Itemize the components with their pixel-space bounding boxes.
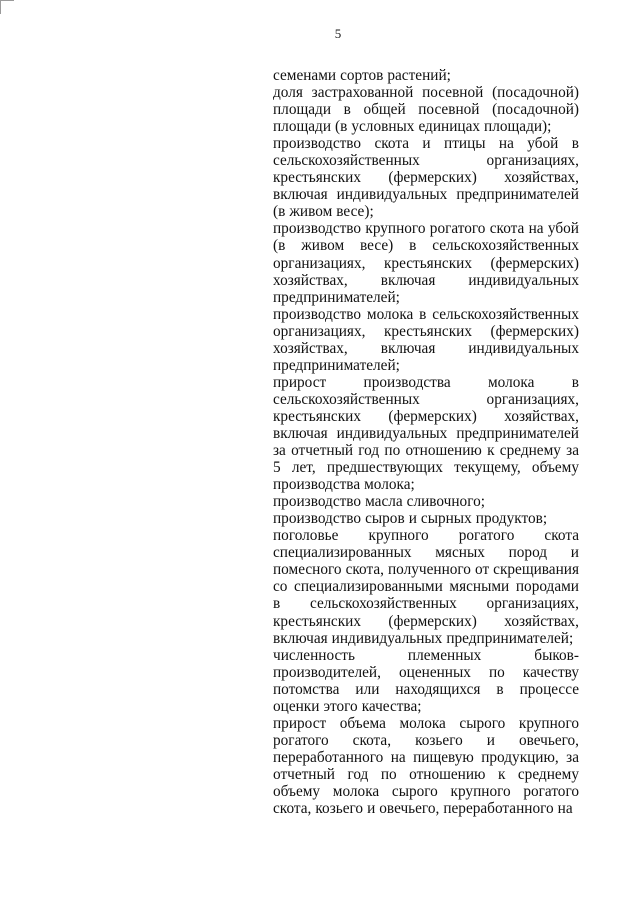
list-item: поголовье крупного рогатого скота специализированных мясных пород и помесного скота, полученного от скрещивания со специализированными мясными породами в сельскохозяйственных организациях, крестьянских (фермерских) хозяйствах, включая индивидуальных предпринимателей; [273, 527, 579, 647]
body-text [273, 67, 579, 817]
list-item: производство сыров и сырных продуктов; [273, 510, 548, 528]
list-item: производство скота и птицы на убой в сельскохозяйственных организациях, крестьянских (фермерских) хозяйствах, включая индивидуальных предпринимателей (в живом весе); [273, 135, 579, 221]
scan-corner-mark [0, 0, 14, 14]
list-item: прирост производства молока в сельскохозяйственных организациях, крестьянских (фермерских) хозяйствах, включая индивидуальных предпринимателей за отчетный год по отношению к среднему за 5 лет, предшествующих текущему, объему производства молока; [273, 373, 579, 494]
list-item: семенами сортов растений; [273, 67, 451, 84]
list-item: производство молока в сельскохозяйственных организациях, крестьянских (фермерских) хозяйствах, включая индивидуальных предпринимателей; [273, 305, 579, 374]
page-number: 5 [334, 26, 342, 41]
list-item: производство крупного рогатого скота на убой (в живом весе) в сельскохозяйственных организациях, крестьянских (фермерских) хозяйствах, включая индивидуальных предпринимателей; [273, 220, 579, 306]
list-item: производство масла сливочного; [273, 493, 485, 511]
list-item: численность племенных быков-производителей, оцененных по качеству потомства или находящихся в процессе оценки этого качества; [273, 646, 579, 715]
list-item: доля застрахованной посевной (посадочной) площади в общей посевной (посадочной) площади (в условных единицах площади); [273, 84, 579, 136]
list-item: прирост объема молока сырого крупного рогатого скота, козьего и овечьего, переработанного на пищевую продукцию, за отчетный год по отношению к среднему объему молока сырого крупного рогатого скота, козьего и овечьего, переработанного на [273, 714, 579, 818]
